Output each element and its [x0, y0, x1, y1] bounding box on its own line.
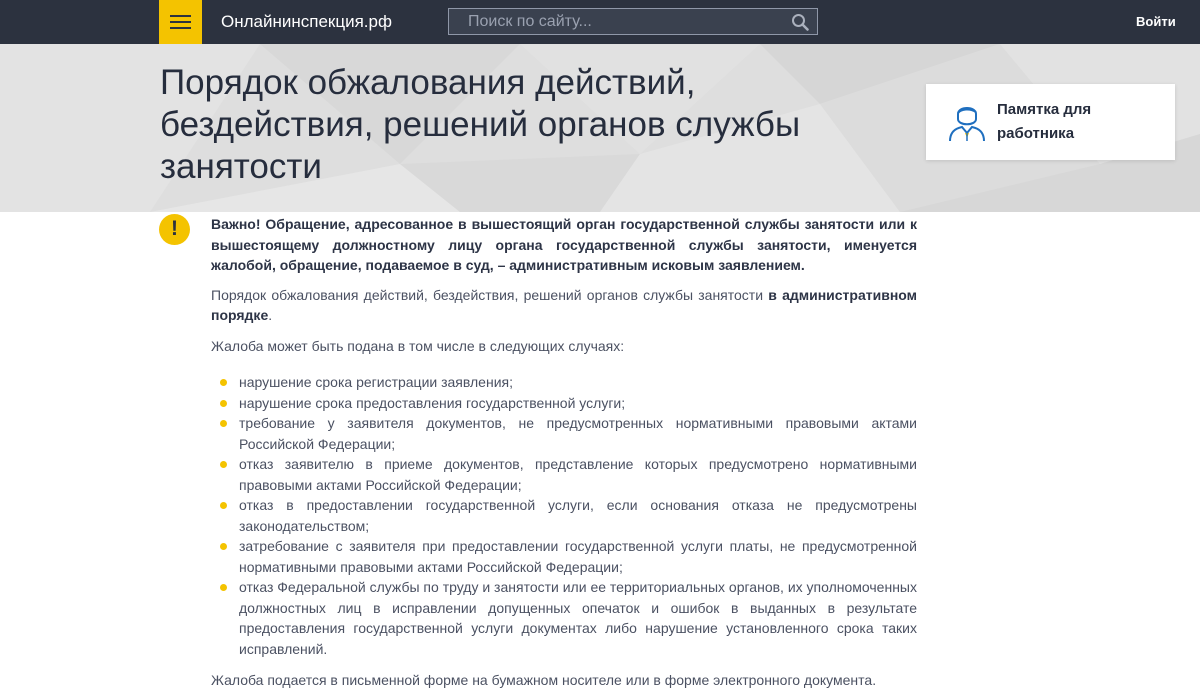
procedure-suffix: .	[268, 307, 273, 323]
list-item: отказ заявителю в приеме документов, представление которых предусмотрено нормативными правовыми актами Российской Федерации;	[211, 454, 917, 495]
important-note: Важно! Обращение, адресованное в вышестоящий орган государственной службы занятости или к вышестоящему должностному лицу органа государственной службы занятости, именуется жалобой, обращение, подаваемое в суд, – административным исковым заявлением.	[211, 216, 917, 273]
list-item: отказ Федеральной службы по труду и занятости или ее территориальных органов, их уполномоченных должностных лиц в исправлении допущенных опечаток и ошибок в выданных в результате предоставления государственной услуги документах либо нарушение установленного срока таких исправлений.	[211, 577, 917, 659]
list-item: отказ в предоставлении государственной услуги, если основания отказа не предусмотрены законодательством;	[211, 495, 917, 536]
final-paragraph: Жалоба подается в письменной форме на бумажном носителе или в форме электронного документа.	[211, 672, 877, 688]
warning-icon	[159, 214, 190, 245]
procedure-text: Порядок обжалования действий, бездействия, решений органов службы занятости	[211, 286, 769, 303]
list-item: требование у заявителя документов, не предусмотренных нормативными правовыми актами Российской Федерации;	[211, 413, 917, 454]
page-title: Порядок обжалования действий, бездействия, решений органов службы занятости	[160, 63, 801, 186]
memo-card-label: Памятка для работника	[997, 101, 1092, 142]
memo-for-worker-card[interactable]	[926, 84, 1175, 160]
warning-icon-glyph: !	[171, 217, 178, 240]
article-content	[211, 212, 917, 691]
site-logo-link[interactable]: Онлайнинспекция.рф	[221, 12, 392, 31]
search-input[interactable]	[449, 9, 779, 34]
hamburger-line	[170, 21, 191, 23]
hamburger-menu-button[interactable]	[159, 0, 202, 44]
list-item: нарушение срока регистрации заявления;	[211, 372, 917, 393]
cases-intro: Жалоба может быть подана в том числе в следующих случаях:	[211, 337, 625, 354]
top-bar	[0, 0, 1200, 44]
worker-avatar-icon	[948, 100, 986, 142]
login-link[interactable]: Войти	[1136, 14, 1176, 29]
hamburger-line	[170, 15, 191, 17]
cases-list	[211, 372, 917, 659]
list-item: нарушение срока предоставления государственной услуги;	[211, 393, 917, 414]
search-icon[interactable]	[791, 13, 809, 31]
search-box	[448, 8, 818, 35]
procedure-bold-text: в административном порядке	[211, 286, 917, 323]
procedure-paragraph	[211, 285, 917, 326]
hero-banner	[0, 44, 1200, 212]
hamburger-line	[170, 27, 191, 29]
list-item: затребование с заявителя при предоставлении государственной услуги платы, не предусмотренной нормативными правовыми актами Российской Федерации;	[211, 536, 917, 577]
